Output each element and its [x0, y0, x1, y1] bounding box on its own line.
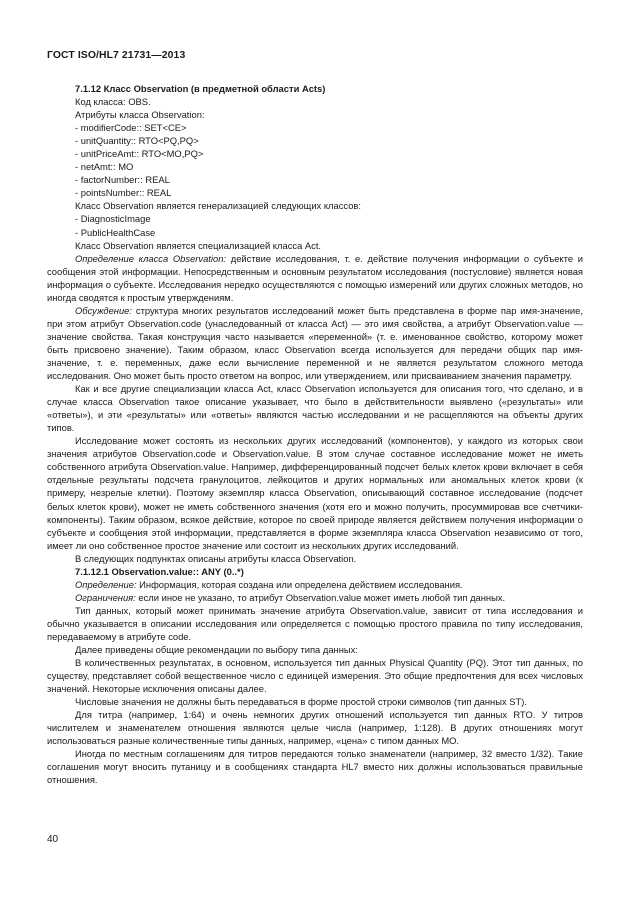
document-body — [47, 82, 583, 787]
paragraph-text: 7.1.12.1 Observation.value:: ANY (0..*) — [75, 565, 244, 577]
list-line — [47, 173, 583, 186]
paragraph-text: Исследование может состоять из нескольких других исследований (компонентов), у каждого из которых свои значения атрибутов Observation.code и Observation.value. В этом случае составное исследование может не иметь собственного атрибута Observation.value. Например, дифференцированный подсчет белых клеток крови включает в себя отдельные результаты подсчета гранулоцитов, лейкоцитов и других нормальных или аномальных клеток крови (к примеру, незрелые клетки). Поэтому экземпляр класса Observation, описывающий составное исследование (подсчет белых клеток крови), может не иметь собственного значения (хотя его и можно получить, просуммировав все счетчики-компоненты). Таким образом, всякое действие, которое по своей природе является действием получения информации о субъекте и сообщения этой информации, представляется в форме экземпляра класса Observation независимо от того, имеет ли оно собственное простое значение или состоит из нескольких других исследований. — [47, 435, 583, 551]
paragraph — [47, 434, 583, 551]
paragraph — [47, 304, 583, 382]
paragraph-text: Для титра (например, 1:64) и очень немногих других отношений используется тип данных RTO. У титров числителем и знаменателем отношения являются целые числа (например, 1:128). В других отношениях могут использоваться разные количественные типы данных, например, «цена» с типом данных MO. — [47, 709, 583, 747]
page-number: 40 — [47, 834, 59, 845]
paragraph-text: Информация, которая создана или определена действием исследования. — [136, 578, 463, 590]
paragraph-text: Атрибуты класса Observation: — [75, 109, 205, 121]
paragraph-text: Класс Observation является специализацией класса Act. — [75, 239, 322, 251]
paragraph-text: - unitPriceAmt:: RTO<MO,PQ> — [75, 148, 204, 160]
list-line — [47, 212, 583, 225]
paragraph-text: - pointsNumber:: REAL — [75, 187, 172, 199]
paragraph-text: Тип данных, который может принимать значение атрибута Observation.value, зависит от типа исследования и обычно указывается в описании исследования или определяется с помощью простого правила по типу исследования, передаваемому в атрибуте code. — [47, 604, 583, 642]
list-line — [47, 552, 583, 565]
term-label: Определение класса Observation: — [75, 252, 227, 264]
section-heading — [47, 82, 583, 95]
list-line — [47, 591, 583, 604]
term-label: Обсуждение: — [75, 304, 132, 316]
paragraph — [47, 252, 583, 304]
paragraph-text: действие исследования, т. е. действие получения информации о субъекте и сообщения этой информации. Непосредственным и основным результатом исследования (постусловие) является новая информация о субъекте. Исследования нередко осуществляются с помощью измерений или других сложных методов, но иногда сводятся к простым утверждениям. — [47, 252, 583, 303]
paragraph-text: В следующих подпунктах описаны атрибуты класса Observation. — [75, 552, 357, 564]
paragraph-text: - DiagnosticImage — [75, 213, 151, 225]
paragraph-text: 7.1.12 Класс Observation (в предметной области Acts) — [75, 83, 326, 94]
paragraph-text: - modifierCode:: SET<CE> — [75, 122, 187, 134]
paragraph-text: - PublicHealthCase — [75, 226, 156, 238]
list-line — [47, 108, 583, 121]
paragraph-text: Как и все другие специализации класса Act, класс Observation используется для описания того, что сделано, и в случае класса Observation такое описание указывает, что было в действительности выявлено («результаты» или «ответы»), и эти «результаты» или «ответы» являются частью исследовании и не расщепляются на объекты других типов. — [47, 383, 583, 434]
paragraph-text: - unitQuantity:: RTO<PQ,PQ> — [75, 135, 199, 147]
list-line — [47, 134, 583, 147]
paragraph — [47, 382, 583, 434]
paragraph-text: если иное не указано, то атрибут Observation.value может иметь любой тип данных. — [135, 591, 506, 603]
paragraph-text: Код класса: OBS. — [75, 96, 151, 108]
paragraph-text: Иногда по местным соглашениям для титров передаются только знаменатели (например, 32 вместо 1/32). Такие соглашения могут вносить путаницу и в сообщениях стандарта HL7 вместо них должны использоваться правильные отношения. — [47, 748, 583, 786]
term-label: Определение: — [75, 578, 137, 590]
paragraph — [47, 747, 583, 786]
list-line — [47, 160, 583, 173]
paragraph-text: В количественных результатах, в основном, используется тип данных Physical Quantity (PQ). Этот тип данных, по существу, представляет собой вещественное число с единицей измерения. Это общие предпочтения для всех числовых значений. Некоторые исключения описаны далее. — [47, 657, 583, 695]
paragraph-text: структура многих результатов исследований может быть представлена в форме пар имя-значение, при этом атрибут Observation.code (унаследованный от класса Act) — это имя свойства, а атрибут Observation.value — значение свойства. Такая конструкция часто называется «переменной» (т. е. именованное свойство, которому может быть присвоено значение). Таким образом, класс Observation всегда используется для передачи общих пар имя-значение, т. е. переменных, даже если вычисление переменной и не является результатом сложного метода исследования. Оно может быть просто ответом на вопрос, или утверждением, или присваиванием значения параметру. — [47, 304, 583, 382]
list-line — [47, 695, 583, 708]
running-header: ГОСТ ISO/HL7 21731—2013 — [47, 50, 186, 61]
list-line — [47, 121, 583, 134]
list-line — [47, 578, 583, 591]
paragraph — [47, 708, 583, 747]
paragraph-text: Класс Observation является генерализацией следующих классов: — [75, 200, 362, 212]
list-line — [47, 239, 583, 252]
paragraph — [47, 604, 583, 643]
list-line — [47, 643, 583, 656]
list-line — [47, 186, 583, 199]
paragraph-text: - factorNumber:: REAL — [75, 174, 170, 186]
list-line — [47, 199, 583, 212]
list-line — [47, 95, 583, 108]
term-label: Ограничения: — [75, 591, 136, 603]
paragraph-text: - netAmt:: MO — [75, 161, 134, 173]
section-heading — [47, 565, 583, 578]
paragraph-text: Далее приведены общие рекомендации по выбору типа данных: — [75, 644, 358, 656]
paragraph — [47, 656, 583, 695]
paragraph-text: Числовые значения не должны быть передаваться в форме простой строки символов (тип данных ST). — [75, 696, 527, 708]
list-line — [47, 226, 583, 239]
list-line — [47, 147, 583, 160]
